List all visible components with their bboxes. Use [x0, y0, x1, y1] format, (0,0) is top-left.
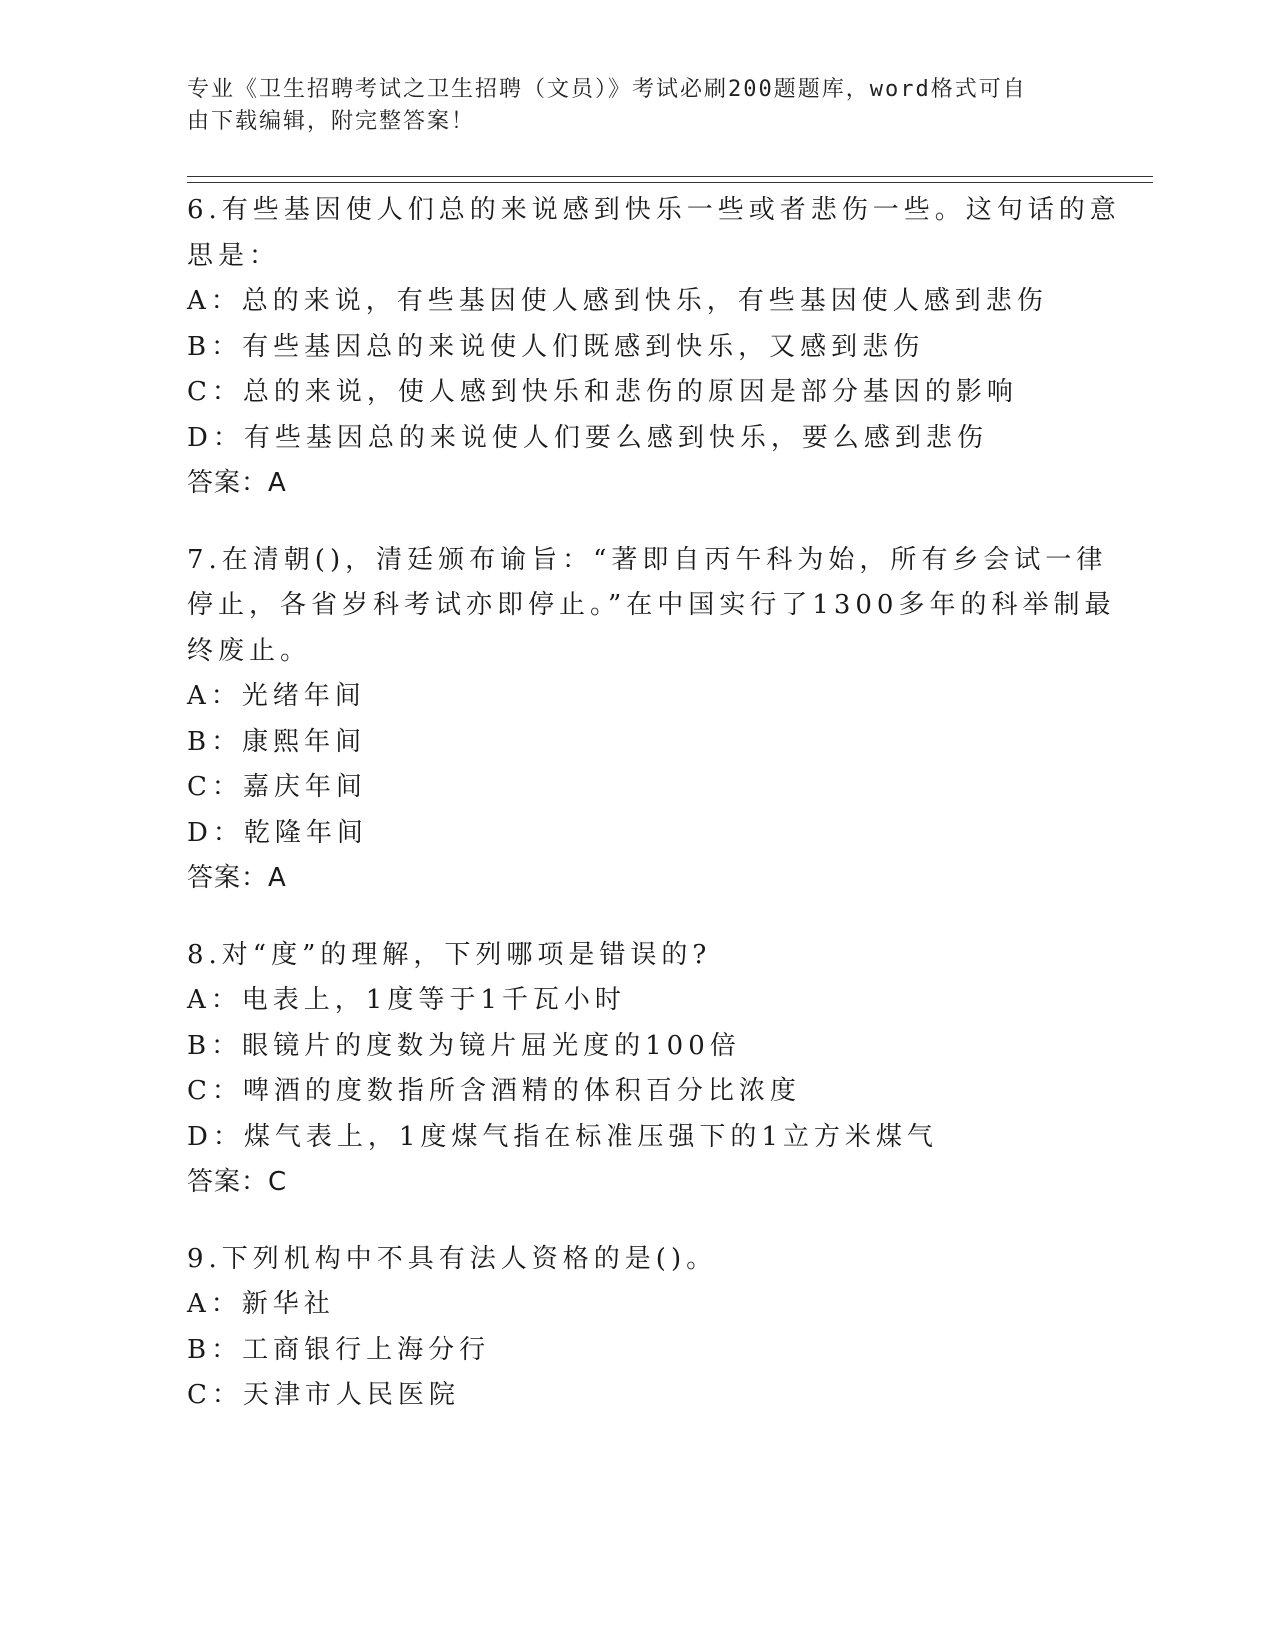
header-divider-bottom: [187, 182, 1153, 183]
header-divider-top: [187, 176, 1153, 177]
question-stem: 9.下列机构中不具有法人资格的是()。: [187, 1243, 718, 1274]
header-line-2: 由下载编辑，附完整答案！: [187, 109, 476, 134]
question-stem: 7.在清朝()，清廷颁布谕旨：“著即自丙午科为始，所有乡会试一律: [187, 544, 1108, 575]
question-9: [187, 1237, 1087, 1419]
option-c: C：天津市人民医院: [187, 1380, 460, 1410]
question-stem: 终废止。: [187, 635, 312, 666]
question-stem: 6.有些基因使人们总的来说感到快乐一些或者悲伤一些。这句话的意: [187, 195, 1121, 225]
option-a: A：总的来说，有些基因使人感到快乐，有些基因使人感到悲伤: [187, 286, 1048, 316]
document-header: [187, 74, 1067, 138]
option-b: B：眼镜片的度数为镜片屈光度的100倍: [187, 1030, 741, 1061]
option-b: B：有些基因总的来说使人们既感到快乐，又感到悲伤: [187, 331, 925, 362]
question-list: [187, 188, 1121, 1450]
option-d: D：有些基因总的来说使人们要么感到快乐，要么感到悲伤: [187, 422, 988, 453]
option-c: C：总的来说，使人感到快乐和悲伤的原因是部分基因的影响: [187, 377, 1018, 407]
option-a: A：电表上，1度等于1千瓦小时: [187, 985, 626, 1015]
question-stem: 停止，各省岁科考试亦即停止。”在中国实行了1300多年的科举制最: [187, 590, 1116, 620]
answer-line: 答案：A: [187, 863, 287, 893]
question-stem: 思是：: [187, 240, 281, 271]
option-b: B：工商银行上海分行: [187, 1334, 491, 1365]
answer-line: 答案：C: [187, 1167, 288, 1197]
option-c: C：啤酒的度数指所含酒精的体积百分比浓度: [187, 1076, 801, 1106]
question-stem: 8.对“度”的理解，下列哪项是错误的?: [187, 939, 712, 970]
option-b: B：康熙年间: [187, 726, 367, 757]
option-d: D：乾隆年间: [187, 817, 368, 848]
option-a: A：新华社: [187, 1289, 335, 1319]
option-c: C：嘉庆年间: [187, 772, 367, 802]
question-7: [187, 538, 1116, 902]
header-line-1: 专业《卫生招聘考试之卫生招聘（文员）》考试必刷200题题库，word格式可自: [187, 77, 1027, 102]
option-d: D：煤气表上，1度煤气指在标准压强下的1立方米煤气: [187, 1121, 938, 1152]
question-6: [187, 188, 1121, 507]
answer-line: 答案：A: [187, 468, 287, 498]
question-8: [187, 933, 1087, 1206]
option-a: A：光绪年间: [187, 681, 366, 711]
